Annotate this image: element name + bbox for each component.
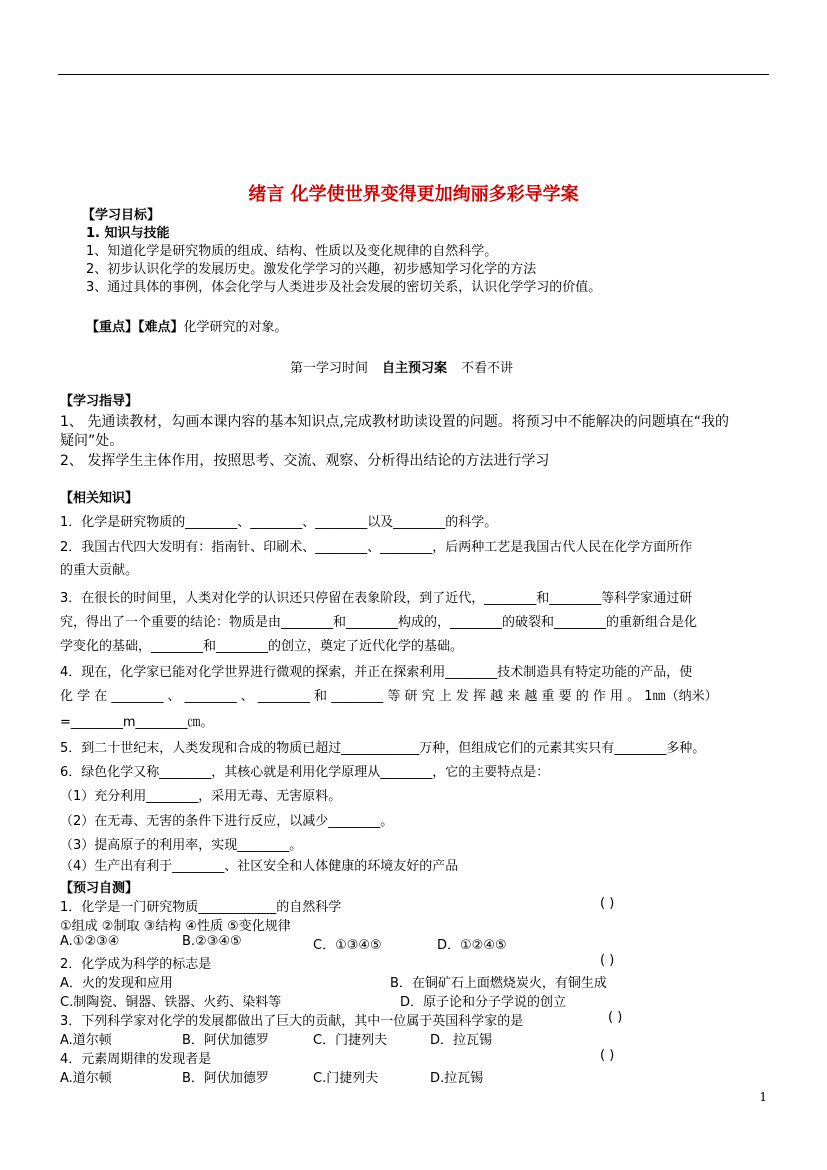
option-b: B．阿伏加德罗 [182, 1071, 269, 1086]
question-1: 1．化学是一门研究物质____________的自然科学 [60, 900, 342, 915]
guide-item: 2、 发挥学生主体作用，按照思考、交流、观察、分析得出结论的方法进行学习 [60, 453, 550, 469]
knowledge-line: 3．在很长的时间里，人类对化学的认识还只停留在表象阶段，到了近代，________和________等科学家通过研 [60, 591, 693, 606]
objectives-header: 【学习目标】 [82, 208, 161, 223]
knowledge-line: （3）提高原子的利用率，实现________。 [60, 838, 303, 853]
option-d: D．原子论和分子学说的创立 [400, 995, 567, 1010]
option-c: C.门捷列夫 [313, 1071, 379, 1086]
knowledge-line: （2）在无毒、无害的条件下进行反应，以减少________。 [60, 814, 394, 829]
objective-item: 2、初步认识化学的发展历史。激发化学学习的兴趣，初步感知学习化学的方法 [86, 262, 537, 277]
guide-item: 疑问”处。 [60, 433, 124, 449]
document-title: 绪言 化学使世界变得更加绚丽多彩导学案 [248, 184, 579, 205]
header-rule [58, 74, 769, 75]
option-a: A．火的发现和应用 [60, 976, 173, 991]
keypoint-text: 化学研究的对象。 [183, 320, 288, 335]
option-c: C．门捷列夫 [313, 1033, 388, 1048]
question-3: 3．下列科学家对化学的发展都做出了巨大的贡献，其中一位属于英国科学家的是 [60, 1014, 524, 1029]
option-c: C.制陶瓷、铜器、铁器、火药、染料等 [60, 995, 282, 1010]
knowledge-line: （4）生产出有利于________、社区安全和人体健康的环境友好的产品 [60, 859, 459, 874]
knowledge-line: 4．现在，化学家已能对化学世界进行微观的探索，并正在探索利用________技术制造具有特定功能的产品，使 [60, 665, 693, 680]
answer-paren: ( ) [608, 1010, 623, 1025]
knowledge-line: 学变化的基础，________和________的创立，奠定了近代化学的基础。 [60, 639, 464, 654]
option-c: C．①③④⑤ [313, 938, 382, 953]
guide-item: 1、 先通读教材，勾画本课内容的基本知识点,完成教材助读设置的问题。将预习中不能解决的问题填在“我的 [60, 414, 730, 430]
knowledge-line: （1）充分利用________，采用无毒、无害原料。 [60, 789, 342, 804]
objective-item: 1、知道化学是研究物质的组成、结构、性质以及变化规律的自然科学。 [86, 244, 498, 259]
selftest-header: 【预习自测】 [60, 881, 139, 896]
question-2: 2．化学成为科学的标志是 [60, 957, 212, 972]
session-title: 自主预习案 [382, 361, 448, 376]
option-a: A.道尔顿 [60, 1033, 112, 1048]
objective-item: 3、通过具体的事例，体会化学与人类进步及社会发展的密切关系，认识化学学习的价值。 [86, 280, 602, 295]
knowledge-line: 1．化学是研究物质的________、________、________以及________的科学。 [60, 515, 498, 530]
knowledge-header: 【相关知识】 [60, 491, 139, 506]
session-note: 不看不讲 [461, 361, 514, 376]
option-d: D．①②④⑤ [437, 938, 507, 953]
option-b: B．阿伏加德罗 [182, 1033, 269, 1048]
answer-paren: ( ) [600, 896, 615, 911]
knowledge-line: 5．到二十世纪末，人类发现和合成的物质已超过____________万种，但组成它们的元素其实只有________多种。 [60, 741, 706, 756]
answer-paren: ( ) [600, 953, 615, 968]
guide-header: 【学习指导】 [60, 394, 139, 409]
knowledge-line: 2．我国古代四大发明有：指南针、印刷术、________、________，后两种工艺是我国古代人民在化学方面所作 [60, 540, 693, 555]
knowledge-line: 的重大贡献。 [60, 563, 139, 578]
objectives-subheader: 1. 知识与技能 [86, 226, 170, 241]
keypoint-label: 【重点】 [86, 320, 139, 335]
session-time: 第一学习时间 [290, 361, 369, 376]
difficulty-label: 【难点】 [138, 320, 184, 335]
question-4: 4．元素周期律的发现者是 [60, 1052, 212, 1067]
option-a: A.①②③④ [60, 934, 120, 949]
knowledge-line: 究，得出了一个重要的结论：物质是由________和________构成的，________的破裂和________的重新组合是化 [60, 615, 698, 630]
option-a: A.道尔顿 [60, 1071, 112, 1086]
option-d: D.拉瓦锡 [430, 1071, 484, 1086]
session-line [290, 357, 513, 376]
option-d: D．拉瓦锡 [430, 1033, 493, 1048]
answer-paren: ( ) [600, 1048, 615, 1063]
option-b: B.②③④⑤ [182, 934, 242, 949]
page-number: 1 [759, 1090, 767, 1104]
option-b: B．在铜矿石上面燃烧炭火，有铜生成 [390, 976, 607, 991]
keypoints-line [86, 316, 288, 335]
knowledge-line: 化 学 在 ________ 、 ________ 、 ________ 和 ________ 等 研 究 上 发 挥 越 来 越 重 要 的 作 用 。 1㎚（纳米） [60, 689, 718, 704]
knowledge-line: =________m________㎝。 [60, 715, 214, 730]
knowledge-line: 6．绿色化学又称________，其核心就是利用化学原理从________，它的主要特点是： [60, 765, 550, 780]
question-1-options: ①组成 ②制取 ③结构 ④性质 ⑤变化规律 [60, 919, 291, 934]
